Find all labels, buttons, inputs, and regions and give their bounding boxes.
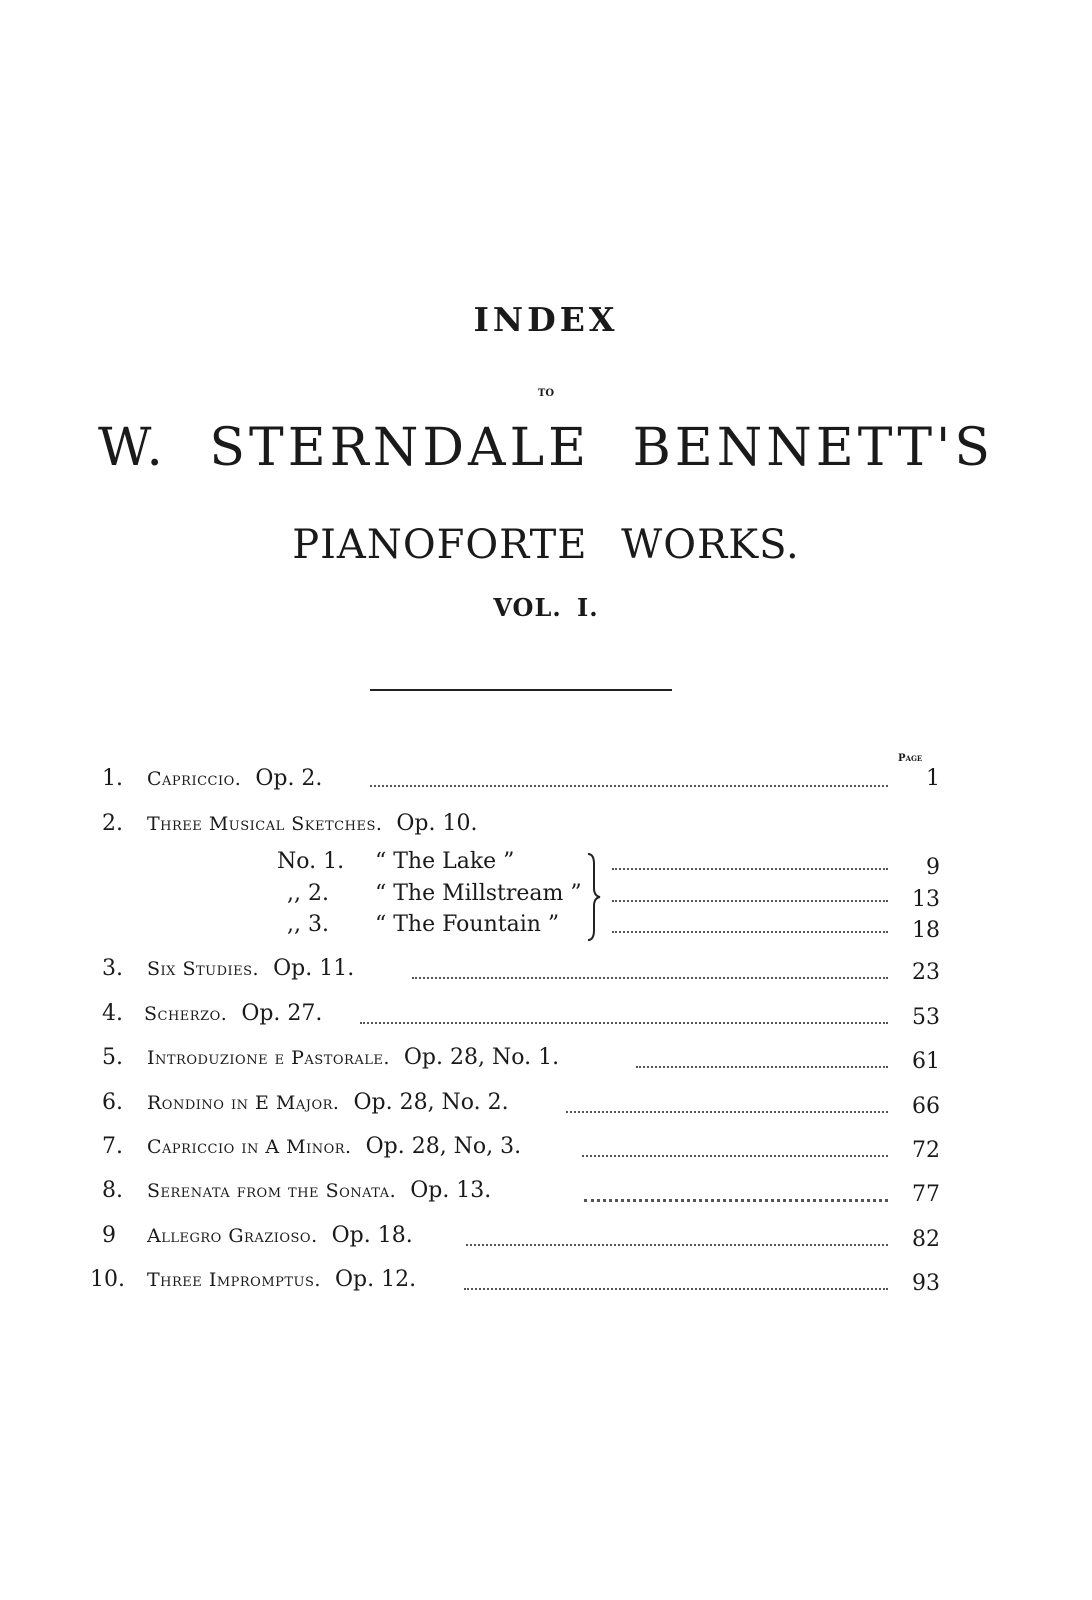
entry-opus: Op. 28, No. 1.	[403, 1045, 560, 1070]
dot-leader	[370, 785, 888, 787]
dot-leader	[566, 1111, 888, 1113]
dot-leader	[582, 1155, 888, 1157]
entry-page: 18	[912, 918, 940, 943]
entry-number: 7.	[102, 1134, 123, 1159]
dot-leader	[360, 1022, 888, 1024]
entry-title: Introduzione e Pastorale.	[147, 1047, 390, 1069]
entry-page: 72	[912, 1138, 940, 1163]
entry-number: 4.	[102, 1001, 123, 1026]
entry-opus: Op. 10.	[396, 811, 478, 836]
sub-number: No. 1.	[277, 849, 345, 874]
divider-rule	[370, 689, 672, 691]
entry-page: 53	[912, 1005, 940, 1030]
entry-title: Capriccio in A Minor.	[147, 1136, 352, 1158]
dot-leader	[412, 977, 888, 979]
entry-title: Capriccio.	[147, 768, 242, 790]
entry-opus: Op. 28, No, 3.	[365, 1134, 522, 1159]
entry-title-line	[147, 1044, 559, 1072]
entry-title: Allegro Grazioso.	[147, 1225, 318, 1247]
entry-title: Rondino in E Major.	[147, 1092, 340, 1114]
sub-title: “ The Lake ”	[375, 849, 515, 874]
page-column-header: Page	[898, 753, 923, 764]
entry-title-line	[144, 1000, 322, 1028]
to-label: TO	[537, 388, 555, 399]
grouping-brace	[584, 852, 606, 942]
entry-title-line	[147, 1222, 413, 1250]
entry-page: 9	[926, 855, 940, 880]
entry-title: Serenata from the Sonata.	[147, 1180, 397, 1202]
entry-opus: Op. 2.	[255, 766, 323, 791]
entry-title-line	[147, 1133, 521, 1161]
entry-number: 6.	[102, 1090, 123, 1115]
entry-page: 77	[912, 1182, 940, 1207]
works-title: PIANOFORTE WORKS.	[292, 522, 800, 568]
dot-leader	[636, 1066, 888, 1068]
entry-title-line	[147, 1177, 491, 1205]
entry-opus: Op. 12.	[334, 1267, 417, 1292]
entry-title: Scherzo.	[144, 1003, 228, 1025]
entry-title-line	[147, 1089, 509, 1117]
entry-title-line	[147, 955, 354, 983]
dot-leader	[584, 1199, 888, 1202]
sub-title: “ The Millstream ”	[375, 881, 582, 906]
entry-page: 23	[912, 960, 940, 985]
dot-leader	[464, 1288, 888, 1290]
volume-label: VOL. I.	[493, 593, 599, 622]
entry-title: Three Musical Sketches.	[147, 813, 383, 835]
sub-number: ,, 3.	[287, 912, 329, 937]
entry-number: 10.	[90, 1267, 125, 1292]
entry-opus: Op. 27.	[241, 1001, 323, 1026]
entry-page: 1	[926, 766, 940, 791]
composer-title: W. STERNDALE BENNETT'S	[98, 418, 994, 478]
entry-number: 1.	[102, 766, 123, 791]
sub-title: “ The Fountain ”	[375, 912, 560, 937]
dot-leader	[466, 1244, 888, 1246]
entry-title-line	[147, 765, 322, 793]
entry-number: 9	[102, 1223, 116, 1248]
entry-number: 5.	[102, 1045, 123, 1070]
entry-title: Three Impromptus.	[147, 1269, 321, 1291]
dot-leader	[612, 868, 888, 870]
entry-page: 66	[912, 1094, 940, 1119]
entry-page: 93	[912, 1271, 940, 1296]
dot-leader	[612, 900, 888, 902]
entry-page: 82	[912, 1227, 940, 1252]
entry-title-line	[147, 1266, 416, 1294]
entry-title-line	[147, 810, 477, 838]
entry-number: 3.	[102, 956, 123, 981]
entry-number: 2.	[102, 811, 123, 836]
dot-leader	[612, 931, 888, 933]
entry-opus: Op. 11.	[273, 956, 355, 981]
entry-opus: Op. 28, No. 2.	[353, 1090, 509, 1115]
index-heading: INDEX	[473, 300, 619, 339]
entry-number: 8.	[102, 1178, 123, 1203]
entry-opus: Op. 13.	[410, 1178, 492, 1203]
entry-opus: Op. 18.	[331, 1223, 413, 1248]
entry-page: 61	[912, 1049, 940, 1074]
sub-number: ,, 2.	[287, 881, 329, 906]
entry-page: 13	[912, 887, 940, 912]
entry-title: Six Studies.	[147, 958, 260, 980]
